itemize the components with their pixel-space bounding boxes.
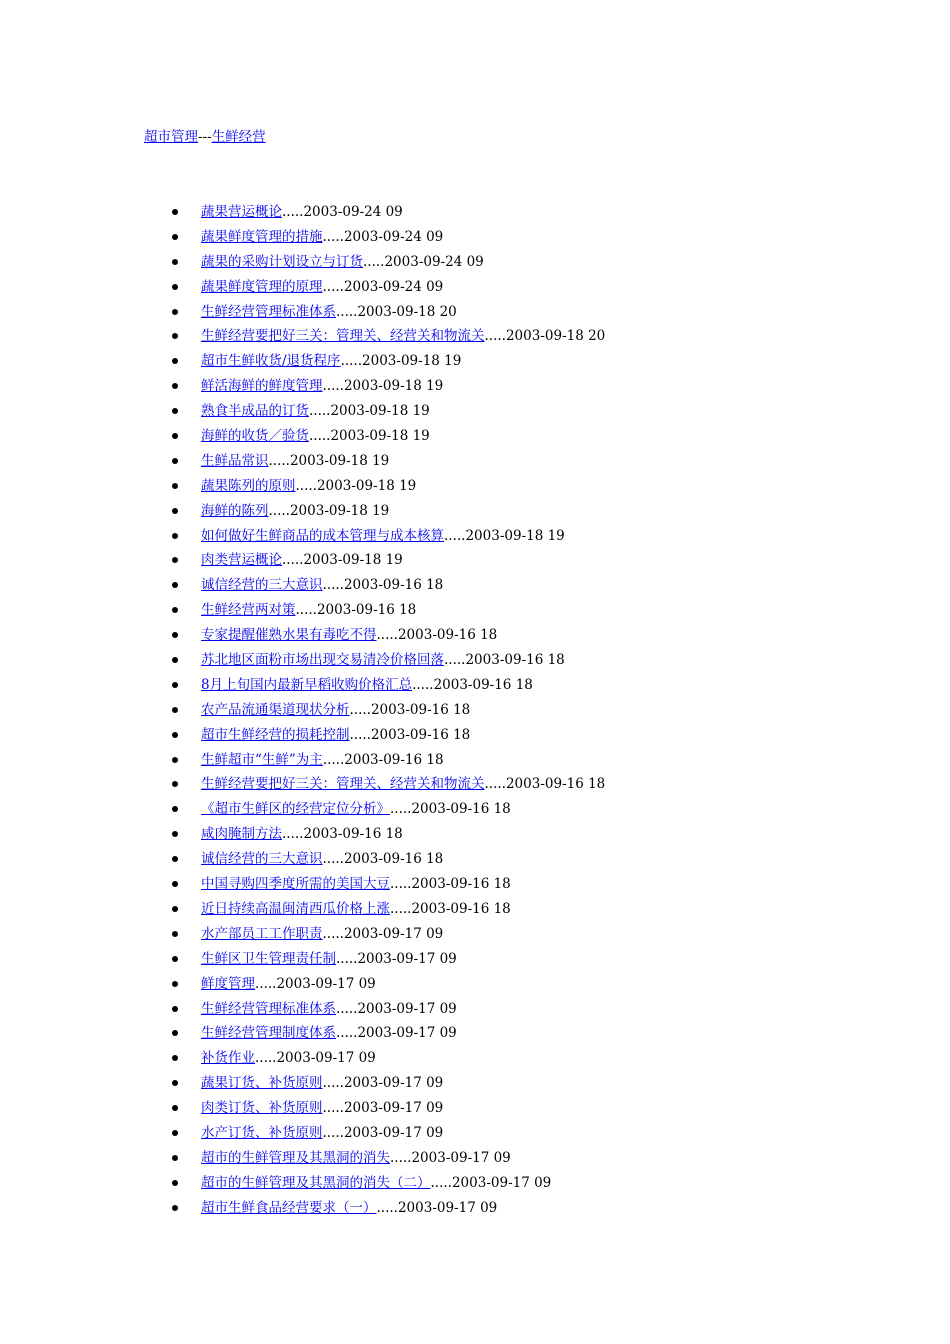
bullet-icon	[172, 383, 178, 389]
article-link[interactable]: 蔬果的采购计划设立与订货	[201, 253, 363, 270]
article-link[interactable]: 超市生鲜食品经营要求（一）	[201, 1199, 377, 1216]
article-link[interactable]: 生鲜超市“生鲜”为主	[201, 751, 323, 768]
article-dots: .....	[390, 1149, 412, 1166]
list-item	[0, 400, 605, 425]
article-link[interactable]: 海鲜的陈列	[201, 502, 269, 519]
bullet-icon	[172, 284, 178, 290]
article-date: 2003-09-16 18	[344, 751, 444, 768]
article-date: 2003-09-18 19	[362, 353, 462, 370]
article-dots: .....	[322, 577, 344, 594]
article-link[interactable]: 超市的生鲜管理及其黑洞的消失（二）	[201, 1174, 431, 1191]
article-date: 2003-09-18 20	[357, 303, 457, 320]
article-link[interactable]: 肉类订货、补货原则	[201, 1100, 323, 1117]
bullet-icon	[172, 1080, 178, 1086]
article-date: 2003-09-17 09	[343, 1100, 444, 1117]
article-link[interactable]: 超市的生鲜管理及其黑洞的消失	[201, 1149, 390, 1166]
bullet-icon	[172, 234, 178, 240]
article-date: 2003-09-17 09	[357, 1025, 457, 1042]
bullet-icon	[172, 1105, 178, 1111]
article-dots: .....	[282, 552, 304, 569]
bullet-icon	[172, 1030, 178, 1036]
bullet-icon	[172, 906, 178, 912]
article-dots: .....	[309, 403, 331, 420]
article-dots: .....	[322, 1075, 344, 1092]
bullet-icon	[172, 483, 178, 489]
list-item	[0, 500, 605, 525]
breadcrumb-link-section[interactable]: 超市管理	[144, 129, 198, 145]
article-dots: .....	[295, 477, 317, 494]
bullet-icon	[172, 956, 178, 962]
bullet-icon	[172, 358, 178, 364]
article-dots: .....	[309, 428, 331, 445]
list-item	[0, 773, 605, 798]
bullet-icon	[172, 582, 178, 588]
list-item	[0, 973, 605, 998]
article-date: 2003-09-17 09	[451, 1174, 552, 1191]
list-item	[0, 301, 605, 326]
bullet-icon	[172, 1055, 178, 1061]
bullet-icon	[172, 632, 178, 638]
article-dots: .....	[282, 204, 304, 220]
list-item	[0, 525, 605, 550]
list-item	[0, 1097, 605, 1122]
article-link[interactable]: 中国寻购四季度所需的美国大豆	[201, 876, 390, 893]
article-link[interactable]: 专家提醒催熟水果有毒吃不得	[201, 627, 377, 644]
article-link[interactable]: 蔬果营运概论	[201, 204, 282, 220]
bullet-icon	[172, 931, 178, 937]
bullet-icon	[172, 831, 178, 837]
article-dots: .....	[390, 876, 412, 893]
article-date: 2003-09-17 09	[276, 1050, 376, 1067]
article-dots: .....	[268, 502, 290, 519]
article-dots: .....	[349, 726, 371, 743]
bullet-icon	[172, 856, 178, 862]
article-dots: .....	[390, 900, 412, 917]
article-link[interactable]: 如何做好生鲜商品的成本管理与成本核算	[201, 527, 444, 544]
list-item	[0, 549, 605, 574]
article-dots: .....	[255, 975, 277, 992]
list-item	[0, 749, 605, 774]
article-date: 2003-09-18 19	[465, 527, 565, 544]
list-item	[0, 475, 605, 500]
bullet-icon	[172, 508, 178, 514]
article-dots: .....	[376, 627, 398, 644]
article-link[interactable]: 水产部员工工作职责	[201, 925, 323, 942]
article-date: 2003-09-17 09	[276, 975, 376, 992]
article-date: 2003-09-16 18	[303, 826, 403, 843]
article-list	[0, 201, 605, 1222]
article-date: 2003-09-18 19	[303, 552, 403, 569]
article-dots: .....	[484, 776, 506, 793]
list-item	[0, 724, 605, 749]
list-item	[0, 1072, 605, 1097]
article-date: 2003-09-24 09	[343, 228, 444, 245]
article-link[interactable]: 《超市生鲜区的经营定位分析》	[201, 801, 390, 818]
article-link[interactable]: 海鲜的收货／验货	[201, 428, 309, 445]
article-link[interactable]: 超市生鲜经营的损耗控制	[201, 726, 350, 743]
article-dots: .....	[444, 527, 466, 544]
article-link[interactable]: 苏北地区面粉市场出现交易清冷价格回落	[201, 652, 444, 669]
article-date: 2003-09-16 18	[370, 701, 471, 718]
article-date: 2003-09-16 18	[370, 726, 471, 743]
article-link[interactable]: 蔬果订货、补货原则	[201, 1075, 323, 1092]
list-item	[0, 649, 605, 674]
breadcrumb	[144, 128, 266, 146]
bullet-icon	[172, 1130, 178, 1136]
article-link[interactable]: 生鲜经营管理标准体系	[201, 1000, 336, 1017]
list-item	[0, 1197, 605, 1222]
bullet-icon	[172, 682, 178, 688]
article-date: 2003-09-17 09	[343, 1124, 444, 1141]
article-link[interactable]: 诚信经营的三大意识	[201, 851, 323, 868]
article-dots: .....	[363, 253, 385, 270]
bullet-icon	[172, 806, 178, 812]
bullet-icon	[172, 657, 178, 663]
list-item	[0, 848, 605, 873]
article-dots: .....	[484, 328, 506, 345]
article-dots: .....	[336, 1000, 358, 1017]
list-item	[0, 375, 605, 400]
article-date: 2003-09-24 09	[384, 253, 484, 270]
list-item	[0, 798, 605, 823]
article-date: 2003-09-16 18	[343, 577, 444, 594]
article-link[interactable]: 鲜度管理	[201, 975, 255, 992]
bullet-icon	[172, 458, 178, 464]
article-dots: .....	[322, 751, 345, 768]
article-date: 2003-09-17 09	[357, 1000, 457, 1017]
list-item	[0, 226, 605, 251]
list-item	[0, 1047, 605, 1072]
article-date: 2003-09-16 18	[433, 676, 533, 693]
list-item	[0, 923, 605, 948]
bullet-icon	[172, 557, 178, 563]
article-date: 2003-09-18 19	[330, 428, 430, 445]
list-item	[0, 1172, 605, 1197]
article-link[interactable]: 肉类营运概论	[201, 552, 282, 569]
article-link[interactable]: 补货作业	[201, 1050, 255, 1067]
list-item	[0, 325, 605, 350]
bullet-icon	[172, 1180, 178, 1186]
article-dots: .....	[322, 378, 344, 395]
list-item	[0, 1147, 605, 1172]
bullet-icon	[172, 1205, 178, 1211]
article-dots: .....	[295, 602, 317, 619]
article-dots: .....	[322, 851, 344, 868]
article-dots: .....	[322, 1100, 344, 1117]
article-dots: .....	[349, 701, 371, 718]
bullet-icon	[172, 607, 178, 613]
article-date: 2003-09-16 18	[505, 776, 606, 793]
article-link[interactable]: 蔬果鲜度管理的原理	[201, 278, 323, 295]
bullet-icon	[172, 408, 178, 414]
article-dots: .....	[322, 1124, 344, 1141]
article-link[interactable]: 8月上旬国内最新早稻收购价格汇总	[201, 676, 413, 693]
bullet-icon	[172, 732, 178, 738]
article-link[interactable]: 生鲜经营管理标准体系	[201, 303, 336, 320]
bullet-icon	[172, 1155, 178, 1161]
article-dots: .....	[340, 353, 363, 370]
list-item	[0, 948, 605, 973]
article-dots: .....	[336, 1025, 358, 1042]
list-item	[0, 1122, 605, 1147]
bullet-icon	[172, 309, 178, 315]
list-item	[0, 998, 605, 1023]
article-dots: .....	[336, 950, 358, 967]
article-date: 2003-09-18 19	[316, 477, 417, 494]
bullet-icon	[172, 981, 178, 987]
article-link[interactable]: 咸肉腌制方法	[201, 826, 282, 843]
article-date: 2003-09-18 20	[505, 328, 606, 345]
article-link[interactable]: 熟食半成品的订货	[201, 403, 309, 420]
bullet-icon	[172, 259, 178, 265]
article-date: 2003-09-17 09	[411, 1149, 511, 1166]
article-link[interactable]: 蔬果鲜度管理的措施	[201, 228, 323, 245]
bullet-icon	[172, 781, 178, 787]
article-link[interactable]: 生鲜品常识	[201, 452, 269, 469]
article-date: 2003-09-17 09	[397, 1199, 498, 1216]
bullet-icon	[172, 333, 178, 339]
article-dots: .....	[322, 925, 344, 942]
article-link[interactable]: 近日持续高温闽清西瓜价格上涨	[201, 900, 390, 917]
article-date: 2003-09-17 09	[343, 925, 444, 942]
article-date: 2003-09-18 19	[330, 403, 430, 420]
article-date: 2003-09-24 09	[343, 278, 444, 295]
article-dots: .....	[268, 452, 290, 469]
article-link[interactable]: 生鲜经营两对策	[201, 602, 296, 619]
list-item	[0, 624, 605, 649]
list-item	[0, 873, 605, 898]
article-link[interactable]: 农产品流通渠道现状分析	[201, 701, 350, 718]
list-item	[0, 450, 605, 475]
list-item	[0, 425, 605, 450]
article-dots: .....	[322, 228, 344, 245]
bullet-icon	[172, 533, 178, 539]
list-item	[0, 699, 605, 724]
article-dots: .....	[390, 801, 412, 818]
list-item	[0, 599, 605, 624]
bullet-icon	[172, 757, 178, 763]
list-item	[0, 1022, 605, 1047]
list-item	[0, 276, 605, 301]
article-date: 2003-09-16 18	[411, 900, 511, 917]
article-link[interactable]: 生鲜经营要把好三关：管理关、经营关和物流关	[201, 328, 485, 345]
article-date: 2003-09-24 09	[303, 204, 403, 220]
bullet-icon	[172, 209, 178, 215]
bullet-icon	[172, 1006, 178, 1012]
article-dots: .....	[255, 1050, 277, 1067]
article-date: 2003-09-16 18	[465, 652, 565, 669]
article-date: 2003-09-16 18	[411, 801, 511, 818]
article-link[interactable]: 生鲜经营管理制度体系	[201, 1025, 336, 1042]
list-item	[0, 350, 605, 375]
article-link[interactable]: 诚信经营的三大意识	[201, 577, 323, 594]
article-dots: .....	[282, 826, 304, 843]
bullet-icon	[172, 881, 178, 887]
article-link[interactable]: 鲜活海鲜的鲜度管理	[201, 378, 323, 395]
article-link[interactable]: 超市生鲜收货/退货程序	[201, 353, 341, 370]
article-date: 2003-09-16 18	[411, 876, 511, 893]
list-item	[0, 674, 605, 699]
article-date: 2003-09-18 19	[289, 452, 390, 469]
article-dots: .....	[336, 303, 358, 320]
article-dots: .....	[322, 278, 344, 295]
article-date: 2003-09-17 09	[357, 950, 457, 967]
article-date: 2003-09-16 18	[397, 627, 498, 644]
breadcrumb-link-current[interactable]: 生鲜经营	[211, 129, 266, 145]
article-link[interactable]: 生鲜区卫生管理责任制	[201, 950, 336, 967]
list-item	[0, 201, 605, 226]
bullet-icon	[172, 707, 178, 713]
article-dots: .....	[376, 1199, 398, 1216]
list-item	[0, 574, 605, 599]
article-link[interactable]: 蔬果陈列的原则	[201, 477, 296, 494]
list-item	[0, 898, 605, 923]
article-dots: .....	[444, 652, 466, 669]
list-item	[0, 251, 605, 276]
list-item	[0, 823, 605, 848]
article-link[interactable]: 水产订货、补货原则	[201, 1124, 323, 1141]
article-date: 2003-09-16 18	[316, 602, 417, 619]
article-link[interactable]: 生鲜经营要把好三关：管理关、经营关和物流关	[201, 776, 485, 793]
article-dots: .....	[430, 1174, 452, 1191]
article-date: 2003-09-17 09	[343, 1075, 444, 1092]
article-date: 2003-09-18 19	[289, 502, 390, 519]
breadcrumb-separator: ---	[198, 129, 212, 145]
bullet-icon	[172, 433, 178, 439]
article-date: 2003-09-16 18	[343, 851, 444, 868]
article-dots: .....	[412, 676, 434, 693]
article-date: 2003-09-18 19	[343, 378, 444, 395]
